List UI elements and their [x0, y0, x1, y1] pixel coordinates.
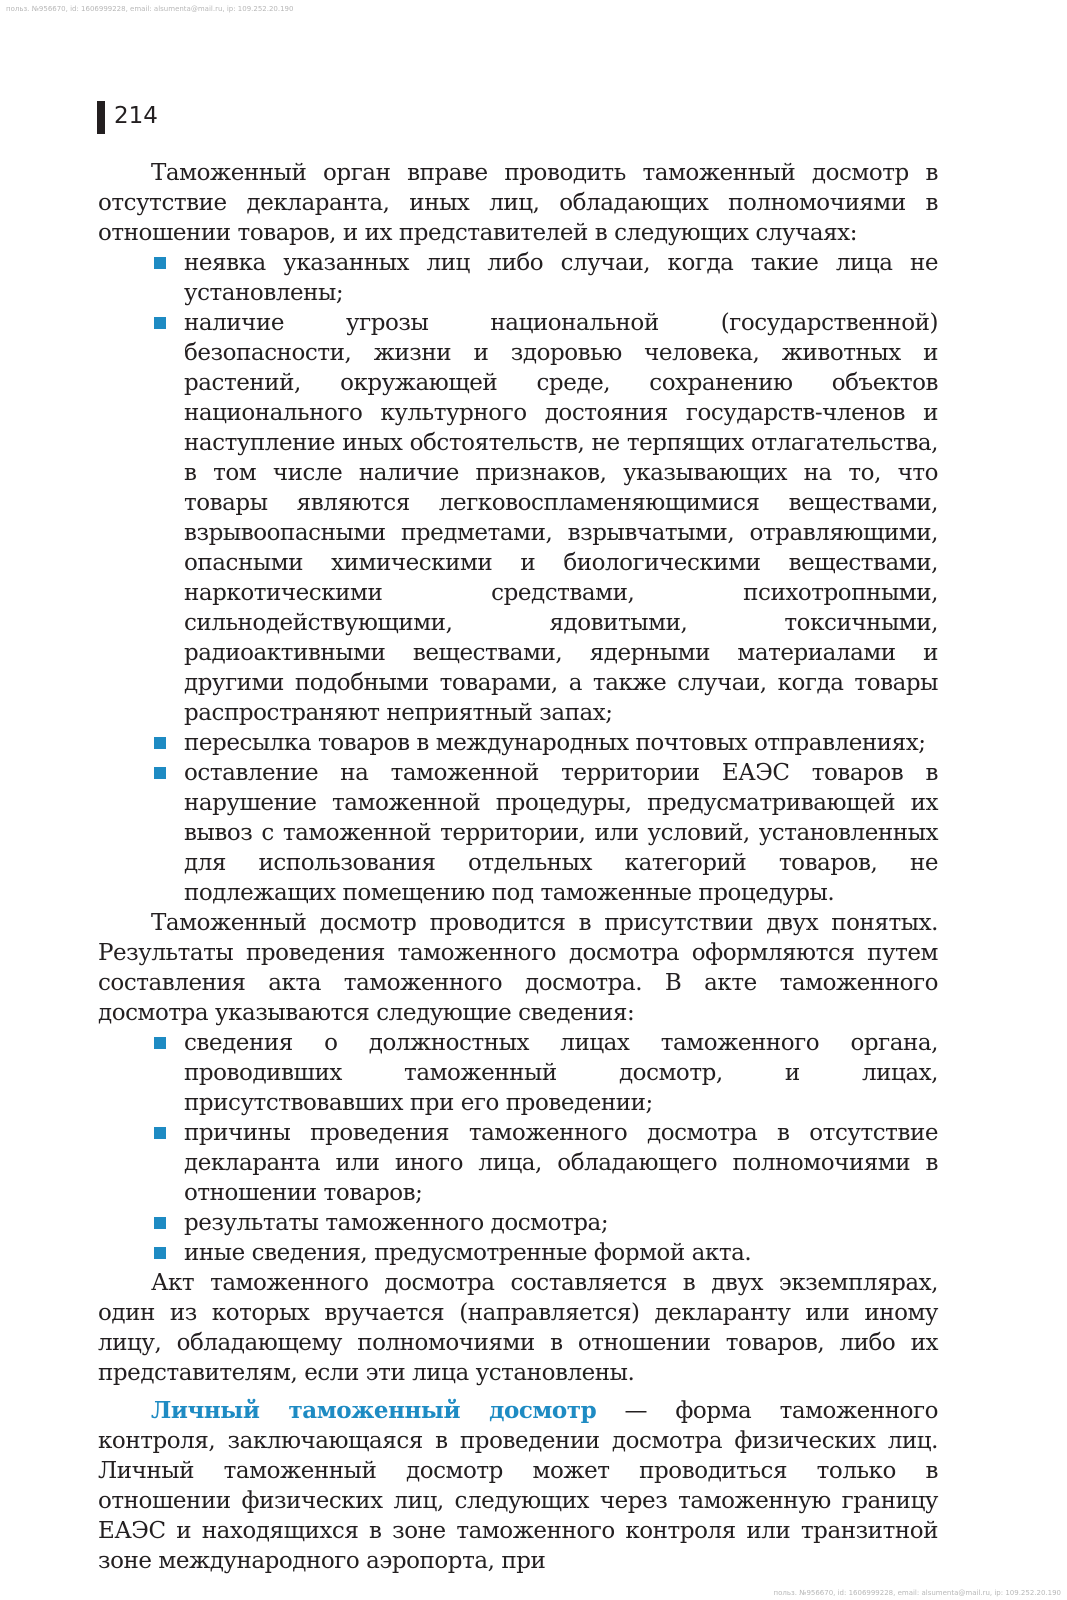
square-bullet-icon — [154, 257, 166, 269]
definition-paragraph — [98, 1396, 938, 1576]
list-item-text: результаты таможенного досмотра; — [184, 1210, 609, 1236]
bullet-list — [98, 1028, 938, 1268]
list-item — [184, 728, 938, 758]
list-item — [184, 1238, 938, 1268]
page-number: 214 — [114, 103, 158, 129]
list-item — [184, 1208, 938, 1238]
list-item — [184, 758, 938, 908]
square-bullet-icon — [154, 317, 166, 329]
paragraph: Акт таможенного досмотра составляется в двух экземплярах, один из которых вручается (направляется) декларанту или иному лицу, обладающему полномочиями в отношении товаров, либо их представителям, если эти лица установлены. — [98, 1270, 938, 1386]
watermark-top: польз. №956670, id: 1606999228, email: alsumenta@mail.ru, ip: 109.252.20.190 — [6, 5, 294, 13]
watermark-bottom: польз. №956670, id: 1606999228, email: alsumenta@mail.ru, ip: 109.252.20.190 — [773, 1589, 1061, 1597]
text-body — [98, 158, 938, 1576]
list-item-text: наличие угрозы национальной (государственной) безопасности, жизни и здоровью человека, животных и растений, окружающей среде, сохранению объектов национального культурного достояния государств-членов и наступление иных обстоятельств, не терпящих отлагательства, в том числе наличие признаков, указывающих на то, что товары являются легковоспламеняющимися веществами, взрывоопасными предметами, взрывчатыми, отравляющими, опасными химическими и биологическими веществами, наркотическими средствами, психотропными, сильнодействующими, ядовитыми, токсичными, радиоактивными веществами, ядерными материалами и другими подобными товарами, а также случаи, когда товары распространяют неприятный запах; — [184, 310, 938, 726]
paragraph: Таможенный досмотр проводится в присутствии двух понятых. Результаты проведения таможенного досмотра оформляются путем составления акта таможенного досмотра. В акте таможенного досмотра указываются следующие сведения: — [98, 910, 938, 1026]
definition-text: — форма таможенного контроля, заключающаяся в проведении досмотра физических лиц. Личный таможенный досмотр может проводиться только в отношении физических лиц, следующих через таможенную границу ЕАЭС и находящихся в зоне таможенного контроля или транзитной зоне международного аэропорта, при — [98, 1398, 938, 1574]
list-item — [184, 1028, 938, 1118]
bullet-list — [98, 248, 938, 908]
square-bullet-icon — [154, 737, 166, 749]
square-bullet-icon — [154, 767, 166, 779]
paragraph: Таможенный орган вправе проводить таможенный досмотр в отсутствие декларанта, иных лиц, обладающих полномочиями в отношении товаров, и их представителей в следующих случаях: — [98, 160, 938, 246]
list-item — [184, 248, 938, 308]
list-item — [184, 308, 938, 728]
square-bullet-icon — [154, 1037, 166, 1049]
list-item — [184, 1118, 938, 1208]
list-item-text: пересылка товаров в международных почтовых отправлениях; — [184, 730, 926, 756]
list-item-text: причины проведения таможенного досмотра в отсутствие декларанта или иного лица, обладающего полномочиями в отношении товаров; — [184, 1120, 938, 1206]
list-item-text: иные сведения, предусмотренные формой акта. — [184, 1240, 752, 1266]
square-bullet-icon — [154, 1127, 166, 1139]
list-item-text: неявка указанных лиц либо случаи, когда такие лица не установлены; — [184, 250, 938, 306]
page-marker-bar — [97, 101, 105, 134]
list-item-text: сведения о должностных лицах таможенного органа, проводивших таможенный досмотр, и лицах, присутствовавших при его проведении; — [184, 1030, 938, 1116]
term-highlight: Личный таможенный досмотр — [151, 1397, 597, 1424]
square-bullet-icon — [154, 1247, 166, 1259]
list-item-text: оставление на таможенной территории ЕАЭС товаров в нарушение таможенной процедуры, предусматривающей их вывоз с таможенной территории, или условий, установленных для использования отдельных категорий товаров, не подлежащих помещению под таможенные процедуры. — [184, 760, 938, 906]
square-bullet-icon — [154, 1217, 166, 1229]
